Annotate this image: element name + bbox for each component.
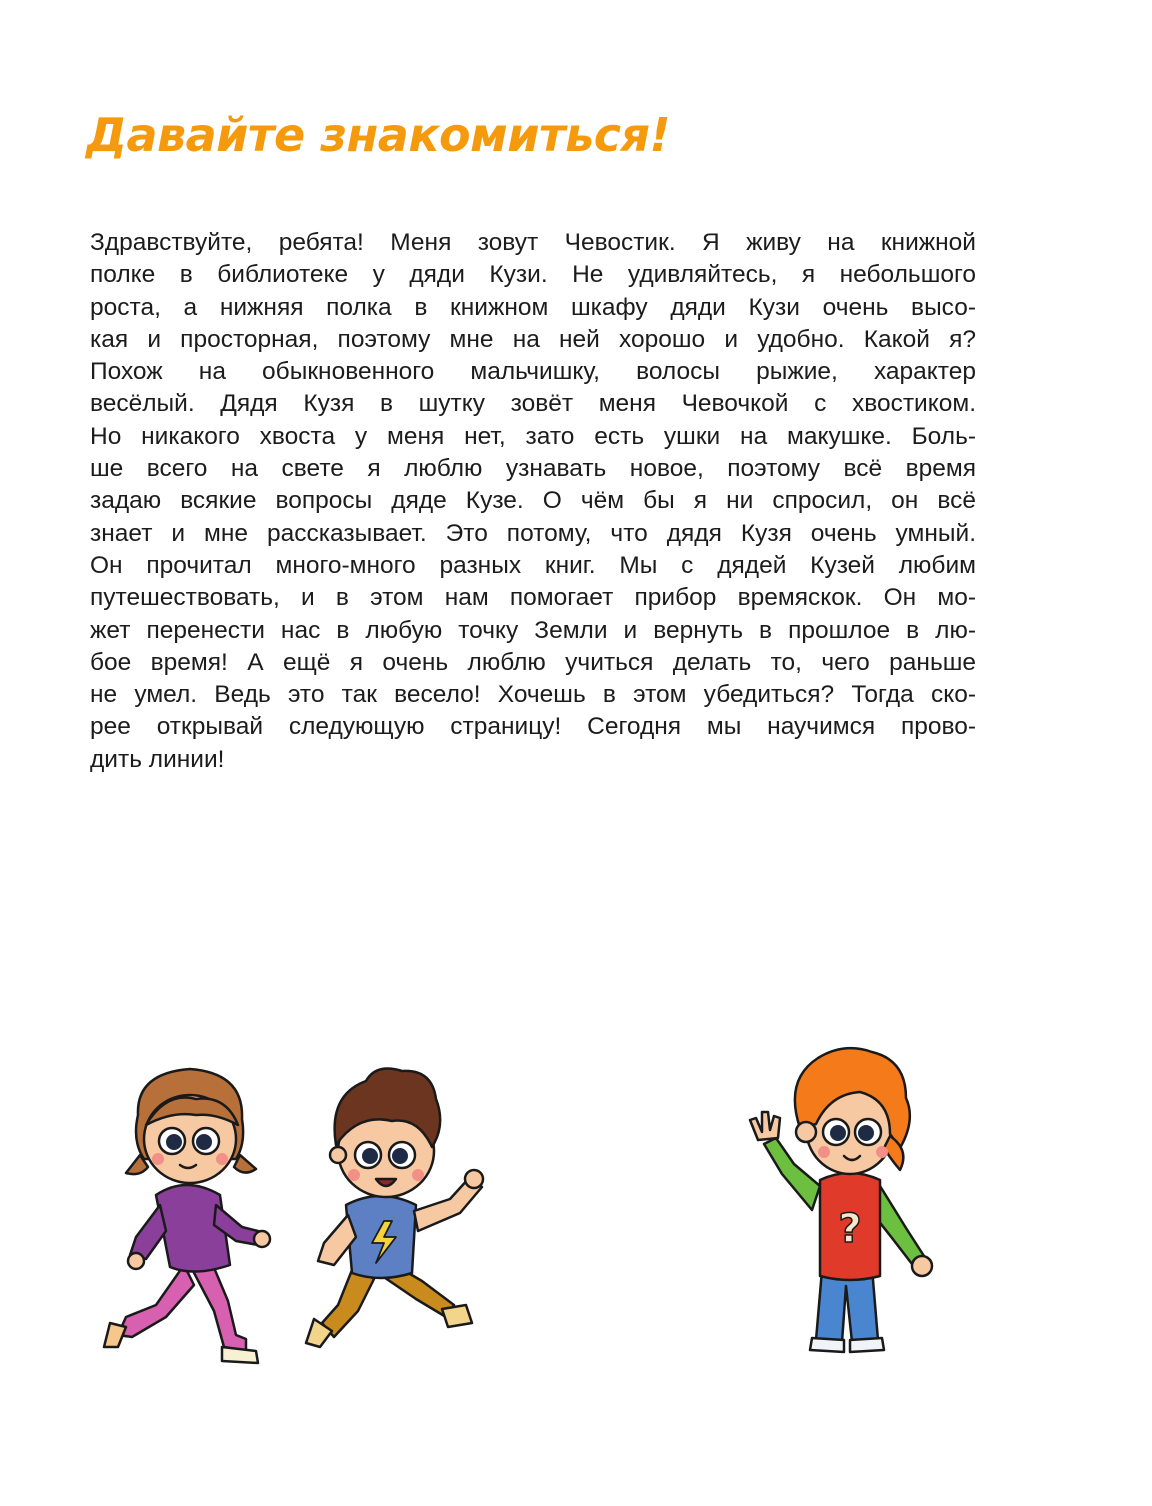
paragraph-line: бое время! А ещё я очень люблю учиться делать то, чего раньше [90,648,976,676]
boy-figure [306,1069,483,1347]
running-kids-illustration [96,1055,516,1375]
girl-figure [104,1069,270,1363]
paragraph-line: не умел. Ведь это так весело! Хочешь в этом убедиться? Тогда ско- [90,681,976,709]
chevostik-illustration [740,1040,950,1360]
paragraph-line: задаю всякие вопросы дяде Кузе. О чём бы я ни спросил, он всё [90,487,976,515]
paragraph-line: полке в библиотеке у дяди Кузи. Не удивляйтесь, я небольшого [90,261,976,289]
paragraph-line: путешествовать, и в этом нам помогает прибор времяскок. Он мо- [90,584,976,612]
paragraph-line: кая и просторная, поэтому мне на ней хорошо и удобно. Какой я? [90,325,976,353]
paragraph-line: знает и мне рассказывает. Это потому, что дядя Кузя очень умный. [90,519,976,547]
paragraph-line: Похож на обыкновенного мальчишку, волосы рыжие, характер [90,358,976,386]
paragraph-line: Он прочитал много-много разных книг. Мы с дядей Кузей любим [90,551,976,579]
paragraph-line: Здравствуйте, ребята! Меня зовут Чевостик. Я живу на книжной [90,229,976,256]
paragraph-line: жет перенести нас в любую точку Земли и вернуть в прошлое в лю- [90,616,976,644]
page-title: Давайте знакомиться! [86,108,671,162]
paragraph-line: Но никакого хвоста у меня нет, зато есть ушки на макушке. Боль- [90,422,976,450]
paragraph-line: ше всего на свете я люблю узнавать новое, поэтому всё время [90,455,976,483]
paragraph-line: рее открывай следующую страницу! Сегодня мы научимся прово- [90,713,976,741]
paragraph-line: дить линии! [90,745,225,773]
paragraph-line: весёлый. Дядя Кузя в шутку зовёт меня Чевочкой с хвостиком. [90,390,976,418]
intro-paragraph [90,227,976,776]
paragraph-line: роста, а нижняя полка в книжном шкафу дяди Кузи очень высо- [90,293,976,321]
shirt-symbol: ? [838,1206,862,1252]
